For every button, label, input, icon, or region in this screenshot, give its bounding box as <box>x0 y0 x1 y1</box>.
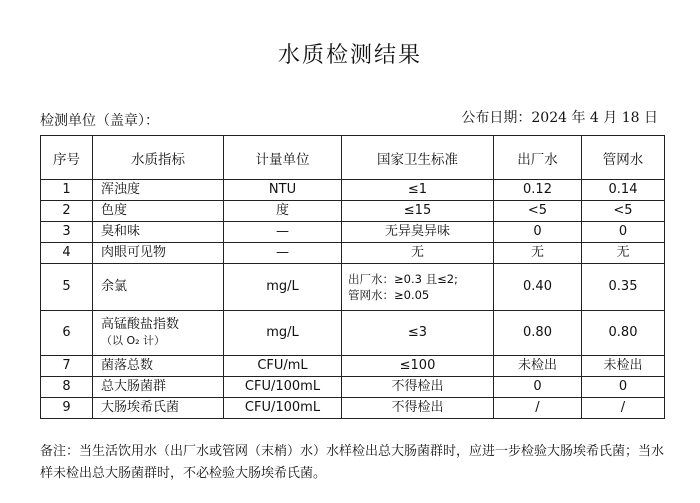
row-factory-value: <5 <box>494 201 582 222</box>
row-network-value: 0.14 <box>582 180 665 201</box>
table-row <box>41 398 665 419</box>
row-indicator: 菌落总数 <box>93 356 224 377</box>
row-factory-value: 0 <box>494 377 582 398</box>
row-indicator: 浑浊度 <box>93 180 224 201</box>
table-row <box>41 377 665 398</box>
row-unit: mg/L <box>224 311 342 356</box>
row-factory-value: 0.12 <box>494 180 582 201</box>
row-no: 4 <box>41 243 93 264</box>
publish-date: 公布日期：2024 年 4 月 18 日 <box>461 110 658 126</box>
row-factory-value: 0.80 <box>494 311 582 356</box>
row-network-value: / <box>582 398 665 419</box>
header-no: 序号 <box>41 136 93 180</box>
table-row <box>41 243 665 264</box>
table-header-row <box>41 136 665 180</box>
standard-line-factory: 出厂水：≥0.3 且≤2; <box>348 272 458 286</box>
row-network-value: 无 <box>582 243 665 264</box>
row-unit: mg/L <box>224 264 342 311</box>
row-standard: ≤3 <box>342 311 494 356</box>
table-row <box>41 356 665 377</box>
page-title: 水质检测结果 <box>277 43 422 68</box>
row-indicator: 余氯 <box>93 264 224 311</box>
header-standard: 国家卫生标准 <box>342 136 494 180</box>
row-network-value: 0 <box>582 377 665 398</box>
row-indicator: 大肠埃希氏菌 <box>93 398 224 419</box>
indicator-main: 高锰酸盐指数 <box>101 317 180 332</box>
row-indicator: 肉眼可见物 <box>93 243 224 264</box>
row-no: 5 <box>41 264 93 311</box>
row-network-value: 0.80 <box>582 311 665 356</box>
row-unit: — <box>224 243 342 264</box>
row-unit: CFU/100mL <box>224 398 342 419</box>
header-network-water: 管网水 <box>582 136 665 180</box>
row-factory-value: 0 <box>494 222 582 243</box>
row-no: 1 <box>41 180 93 201</box>
row-no: 9 <box>41 398 93 419</box>
row-unit: — <box>224 222 342 243</box>
row-network-value: 未检出 <box>582 356 665 377</box>
row-standard: ≤1 <box>342 180 494 201</box>
row-indicator <box>93 311 224 356</box>
standard-line-network: 管网水：≥0.05 <box>348 288 430 302</box>
row-unit: CFU/100mL <box>224 377 342 398</box>
row-indicator: 色度 <box>93 201 224 222</box>
row-network-value: 0 <box>582 222 665 243</box>
table-row <box>41 180 665 201</box>
row-unit: 度 <box>224 201 342 222</box>
header-unit: 计量单位 <box>224 136 342 180</box>
row-factory-value: 无 <box>494 243 582 264</box>
row-no: 2 <box>41 201 93 222</box>
row-no: 3 <box>41 222 93 243</box>
row-indicator: 总大肠菌群 <box>93 377 224 398</box>
footnote: 备注：当生活饮用水（出厂水或管网（末梢）水）水样检出总大肠菌群时，应进一步检验大肠埃希氏菌；当水样未检出总大肠菌群时，不必检验大肠埃希氏菌。 <box>40 444 665 481</box>
table-row <box>41 222 665 243</box>
row-standard: 不得检出 <box>342 377 494 398</box>
header-indicator: 水质指标 <box>93 136 224 180</box>
row-network-value: <5 <box>582 201 665 222</box>
header-factory-water: 出厂水 <box>494 136 582 180</box>
row-factory-value: 未检出 <box>494 356 582 377</box>
row-no: 6 <box>41 311 93 356</box>
table-row <box>41 264 665 311</box>
indicator-sub: （以 O₂ 计） <box>101 334 166 347</box>
table-row <box>41 311 665 356</box>
row-unit: NTU <box>224 180 342 201</box>
row-no: 8 <box>41 377 93 398</box>
row-factory-value: / <box>494 398 582 419</box>
row-factory-value: 0.40 <box>494 264 582 311</box>
row-standard: 无 <box>342 243 494 264</box>
testing-unit-label: 检测单位（盖章）： <box>40 113 159 129</box>
row-unit: CFU/mL <box>224 356 342 377</box>
table-row <box>41 201 665 222</box>
row-no: 7 <box>41 356 93 377</box>
water-quality-table <box>40 135 665 419</box>
row-standard: ≤100 <box>342 356 494 377</box>
row-network-value: 0.35 <box>582 264 665 311</box>
row-standard: 不得检出 <box>342 398 494 419</box>
row-standard: ≤15 <box>342 201 494 222</box>
row-standard <box>342 264 494 311</box>
row-indicator: 臭和味 <box>93 222 224 243</box>
row-standard: 无异臭异味 <box>342 222 494 243</box>
